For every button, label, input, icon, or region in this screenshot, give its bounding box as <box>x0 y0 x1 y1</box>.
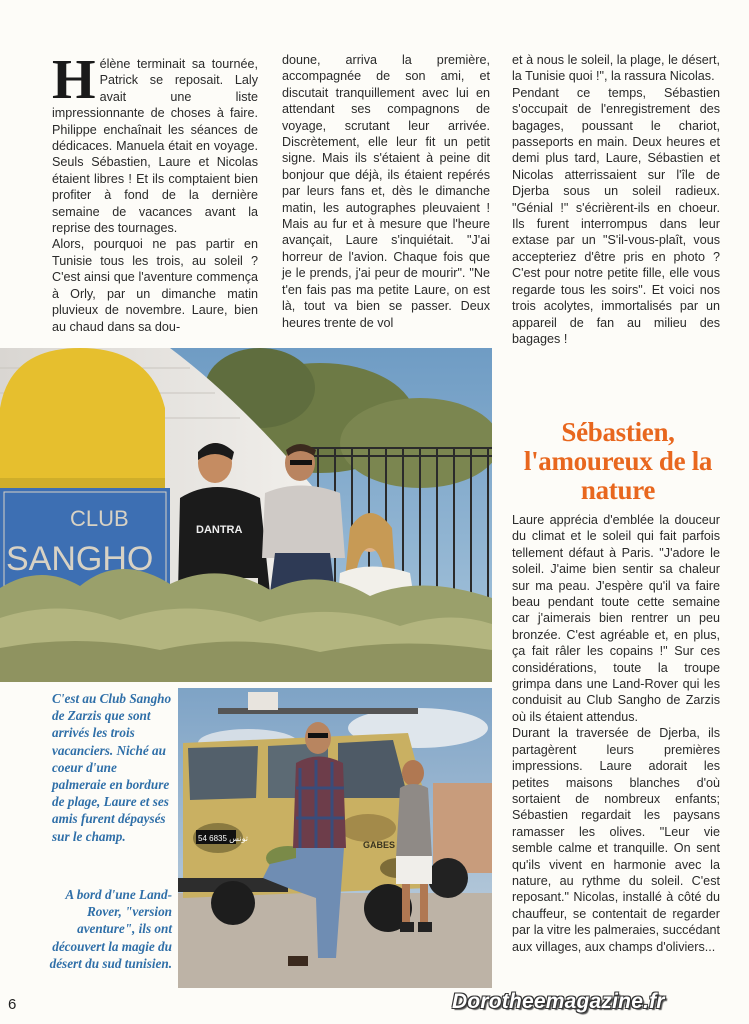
article-paragraph: doune, arriva la première, accompagnée de son ami, et discutait tranquillement avec lui en attendant ses compagnons de voyage, scrutant leur arrivée. Discrètement, elle leur fit un petit signe. Mais ils s'étaient à peine dit bonjour que déjà, ils étaient repérés par leurs fans et, dès le dimanche matin, les autographes pleuvaient ! Mais au fur et à mesure que l'heure avançait, Laure s'inquiétait. "J'ai horreur de l'avion. Chaque fois que je le prends, j'ai peur de mourir". "Ne t'en fais pas ma petite Laure, on est là, tout va bien se passer. Deux heures trente de vol <box>282 53 490 330</box>
vehicle-door-text: GABES <box>363 840 396 850</box>
article-paragraph: Pendant ce temps, Sébastien s'occupait de l'enregistrement des bagages, poussant le chariot, passeports en main. Deux heures et demi plus tard, Laure, Sébastien et Nicolas atterrissaient sur l'île de Djerba sous un soleil radieux. "Génial !" s'écrièrent-ils en choeur. Ils furent interrompus dans leur extase par un "S'il-vous-plaît, vous accepteriez d'être pris en photo ? C'est pour notre petite fille, elle vous regarde tous les soirs". Et voici nos trois acolytes, immortalisés par un appareil de fan au milieu des bagages ! <box>512 85 720 346</box>
paragraph-text: élène terminait sa tournée, Patrick se reposait. Laly avait une liste impressionnante de choses à faire. Philippe enchaînait les séances de dédicaces. Manuela était en voyage. Seuls Sébastien, Laure et Nicolas étaient libres ! Et ils comptaient bien profiter à fond de la dernière semaine de vacances avant la reprise des tournages. <box>52 57 258 236</box>
article-paragraph: Laure apprécia d'emblée la douceur du climat et le soleil qui fait parfois tellement défaut à Paris. "J'adore le soleil. J'aime bien sentir sa chaleur sur ma peau. J'espère qu'il va faire beau pendant toute cette semaine car j'aimerais bien rentrer un peu bronzée. C'est agréable et, en plus, ça fait râler les copains !" Sur ces considérations, toute la troupe grimpa dans une Land-Rover qui les conduisit au Club Sangho de Zarzis où ils étaient attendus. <box>512 513 720 724</box>
article-column-3 <box>512 52 720 347</box>
drop-cap: H <box>52 49 96 111</box>
article-column-2 <box>282 52 490 331</box>
article-paragraph <box>52 49 258 236</box>
section-headline: Sébastien, l'amoureux de la nature <box>523 417 713 505</box>
sign-text-sangho: SANGHO <box>6 540 154 578</box>
article-column-3-continued <box>512 512 720 955</box>
photo-land-rover <box>178 688 492 988</box>
article-paragraph: Alors, pourquoi ne pas partir en Tunisie tous les trois, au soleil ? C'est ainsi que l'aventure commença à Orly, par un dimanche matin pluvieux de novembre. Laure, bien au chaud dans sa dou- <box>52 237 258 334</box>
article-paragraph: et à nous le soleil, la plage, le désert, la Tunisie quoi !", la rassura Nicolas. <box>512 53 720 84</box>
sign-text-club: CLUB <box>70 506 129 531</box>
site-watermark: Dorotheemagazine.fr <box>452 990 665 1013</box>
license-plate: 54 تونس 6835 <box>198 834 248 843</box>
photo-caption-land-rover: A bord d'une Land-Rover, "version aventure", ils ont découvert la magie du désert du sud tunisien. <box>49 887 172 971</box>
tshirt-text: DANTRA <box>196 524 243 536</box>
photo-club-sangho <box>0 348 492 682</box>
page-number: 6 <box>8 996 17 1013</box>
photo-caption-club: C'est au Club Sangho de Zarzis que sont arrivés les trois vacanciers. Niché au coeur d'une palmeraie en bordure de plage, Laure et ses amis furent dépaysés sur le champ. <box>52 691 172 844</box>
article-column-1 <box>52 49 258 335</box>
article-paragraph: Durant la traversée de Djerba, ils partagèrent leurs premières impressions. Laure adorait les petites maisons blanches d'où sortaient de nombreux enfants; Sébastien regardait les paysans ramasser les olives. "Leur vie semble calme et tranquille. On sent qu'ils vivent en harmonie avec la nature, au rythme du soleil. C'est reposant." Nicolas, installé à côté du chauffeur, se contentait de regarder par la vitre les palmeraies, succédant aux villages, aux champs d'oliviers... <box>512 726 720 954</box>
